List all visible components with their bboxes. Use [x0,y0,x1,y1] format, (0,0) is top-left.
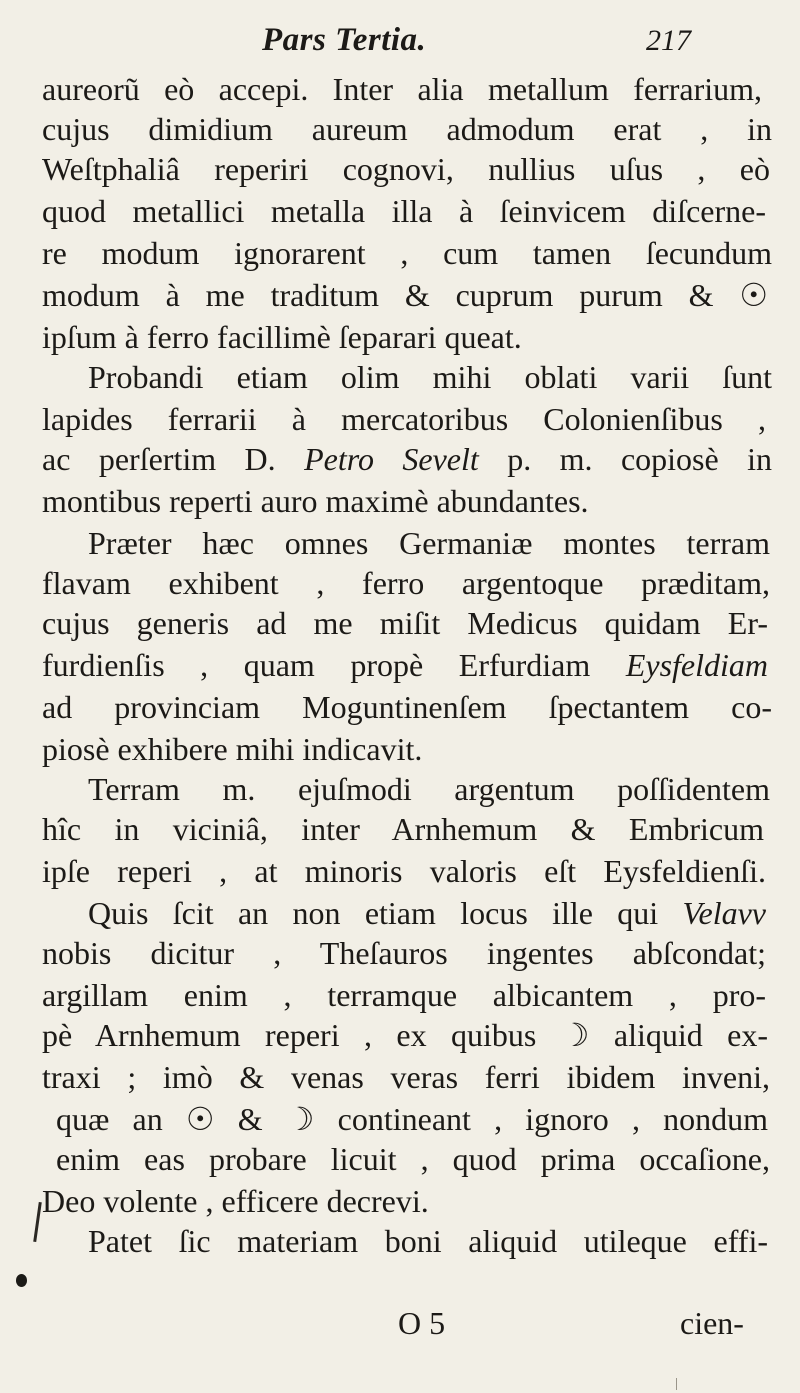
text-line: re modum ignorarent , cum tamen ſecundum [42,235,772,271]
text-line: flavam exhibent , ferro argentoque præditam, [42,565,770,601]
text-line: montibus reperti auro maximè abundantes. [42,483,589,519]
text-line: quod metallici metalla illa à ſeinvicem diſcerne- [42,193,766,229]
text-line: ipſum à ferro facillimè ſeparari queat. [42,319,522,355]
margin-mark [33,1202,42,1242]
text-line: Probandi etiam olim mihi oblati varii ſunt [88,359,772,395]
running-title: Pars Tertia. [262,22,427,58]
text-line: argillam enim , terramque albicantem , pro- [42,977,766,1013]
text-line: Quis ſcit an non etiam locus ille qui Velavv [88,895,766,931]
text-line: quæ an ☉ & ☽ contineant , ignoro , nondum [56,1101,768,1137]
signature-mark: O 5 [398,1305,446,1341]
place-name: Eysfeldiam [625,647,768,683]
text-line: Terram m. ejuſmodi argentum poſſidentem [88,771,770,807]
text-line: cujus generis ad me miſit Medicus quidam Er- [42,605,768,641]
text-line: furdienſis , quam propè Erfurdiam Eysfeldiam [42,647,768,683]
place-name: Velavv [682,895,766,931]
text-line: lapides ferrarii à mercatoribus Colonienſibus , [42,401,766,437]
paper-mark [676,1378,677,1390]
text-line: modum à me traditum & cuprum purum & ☉ [42,277,768,313]
text-line: pè Arnhemum reperi , ex quibus ☽ aliquid ex- [42,1017,768,1053]
text-line: ipſe reperi , at minoris valoris eſt Eysfeldienſi. [42,853,766,889]
text-line: traxi ; imò & venas veras ferri ibidem inveni, [42,1059,770,1095]
person-name: Petro Sevelt [304,441,479,477]
text-line: nobis dicitur , Theſauros ingentes abſcondat; [42,935,766,971]
page-footer [0,1305,800,1349]
text-line: piosè exhibere mihi indicavit. [42,731,423,767]
running-head [0,16,800,68]
text-line: hîc in viciniâ, inter Arnhemum & Embricum [42,811,764,847]
text-line: Præter hæc omnes Germaniæ montes terram [88,525,770,561]
text-line: ad provinciam Moguntinenſem ſpectantem co- [42,689,772,725]
text-line: aureorũ eò accepi. Inter alia metallum ferrarium, [42,71,762,107]
page-number: 217 [646,24,691,57]
text-line: ac perſertim D. Petro Sevelt p. m. copiosè in [42,441,772,477]
catchword: cien- [680,1305,744,1341]
text-line: cujus dimidium aureum admodum erat , in [42,111,772,147]
text-line: Patet ſic materiam boni aliquid utileque effi- [88,1223,768,1259]
text-line: Weſtphaliâ reperiri cognovi, nullius uſus , eò [42,151,770,187]
text-line: enim eas probare licuit , quod prima occaſione, [56,1141,770,1177]
text-line: Deo volente , efficere decrevi. [42,1183,429,1219]
ink-spot [16,1274,27,1287]
